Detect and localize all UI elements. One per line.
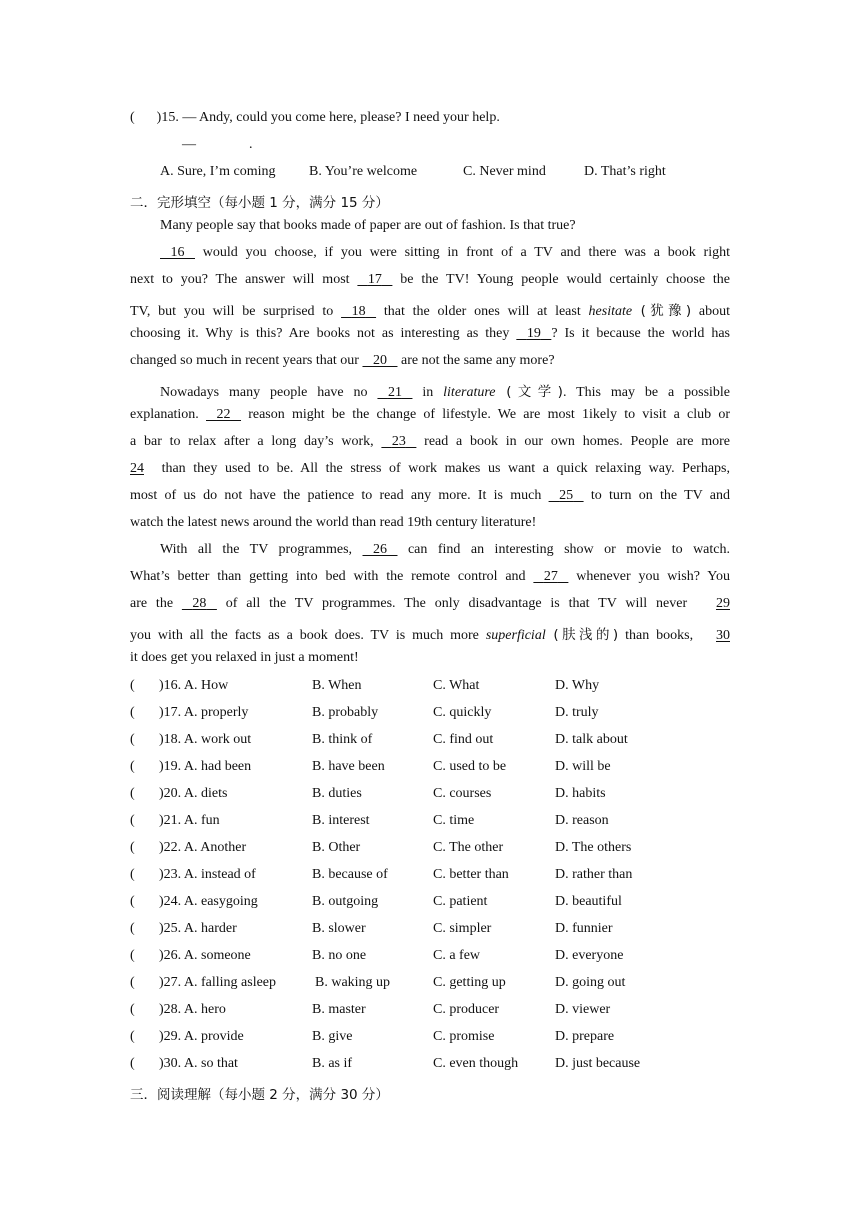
question-15-reply: — . [182, 137, 253, 152]
section-3-heading: 三．阅读理解（每小题 2 分，满分 30 分） [130, 1087, 389, 1103]
option-d: D. habits [555, 786, 606, 801]
passage-line: choosing it. Why is this? Are books not as interesting as they 19 ? Is it because the world has [130, 326, 730, 341]
option-c: C. time [433, 813, 475, 828]
option-a: )25. A. harder [159, 921, 237, 936]
option-a: )27. A. falling asleep [159, 975, 277, 990]
passage-line: What’s better than getting into bed with the remote control and 27 whenever you wish? You [130, 569, 730, 584]
option-d: D. just because [555, 1056, 641, 1071]
question-15-text: )15. — Andy, could you come here, please? I need your help. [156, 110, 500, 125]
blank-28: 28 [192, 596, 207, 611]
option-c: C. The other [433, 840, 504, 855]
option-d: D. Why [555, 678, 600, 693]
passage-line: explanation. 22 reason might be the change of lifestyle. We are most 1ikely to visit a club or [130, 407, 730, 422]
blank-29: 29 [715, 596, 730, 611]
answer-paren: ( [130, 975, 135, 990]
option-d: D. talk about [555, 732, 628, 747]
option-c: C. producer [433, 1002, 500, 1017]
answer-paren: ( [130, 1056, 135, 1071]
option-b: B. slower [312, 921, 366, 936]
option-a: )17. A. properly [159, 705, 249, 720]
option-a: )20. A. diets [159, 786, 228, 801]
option-a: )22. A. Another [159, 840, 247, 855]
blank-25: 25 [559, 488, 574, 503]
answer-paren: ( [130, 840, 135, 855]
answer-paren: ( [130, 921, 135, 936]
option-b: B. think of [312, 732, 373, 747]
question-15 [130, 110, 500, 126]
option-b: B. no one [312, 948, 367, 963]
blank-24: 24 [130, 461, 144, 476]
passage-line: With all the TV programmes, 26 can find an interesting show or movie to watch. [160, 542, 730, 557]
answer-paren: ( [130, 813, 135, 828]
blank-21: 21 [387, 385, 402, 400]
answer-paren: ( [130, 110, 135, 125]
answer-paren: ( [130, 1002, 135, 1017]
q15-option-b: B. You’re welcome [309, 164, 418, 179]
option-b: B. interest [312, 813, 370, 828]
answer-paren: ( [130, 759, 135, 774]
option-d: D. truly [555, 705, 599, 720]
option-d: D. prepare [555, 1029, 615, 1044]
option-c: C. find out [433, 732, 494, 747]
option-c: C. getting up [433, 975, 506, 990]
option-d: D. reason [555, 813, 609, 828]
passage-line: most of us do not have the patience to read any more. It is much 25 to turn on the TV and [130, 488, 730, 503]
option-b: B. Other [312, 840, 361, 855]
answer-paren: ( [130, 732, 135, 747]
option-d: D. rather than [555, 867, 633, 882]
q15-option-a: A. Sure, I’m coming [160, 164, 276, 179]
blank-23: 23 [391, 434, 406, 449]
answer-paren: ( [130, 867, 135, 882]
passage-line: Nowadays many people have no 21 in literature (文学). This may be a possible [160, 384, 731, 400]
passage-line: changed so much in recent years that our 20 are not the same any more? [130, 353, 555, 368]
option-b: B. as if [312, 1056, 353, 1071]
option-d: D. beautiful [555, 894, 622, 909]
blank-19: 19 [526, 326, 541, 341]
option-b: B. probably [312, 705, 379, 720]
q15-option-d: D. That’s right [584, 164, 666, 179]
blank-16: 16 [170, 245, 185, 260]
option-c: C. quickly [433, 705, 492, 720]
option-c: C. simpler [433, 921, 492, 936]
option-b: B. because of [312, 867, 388, 882]
passage-line: watch the latest news around the world than read 19th century literature! [130, 515, 537, 530]
answer-paren: ( [130, 678, 135, 693]
passage-line: TV, but you will be surprised to 18 that the older ones will at least hesitate (犹豫) about [130, 303, 731, 319]
option-c: C. courses [433, 786, 492, 801]
option-a: )24. A. easygoing [159, 894, 258, 909]
q15-option-c: C. Never mind [463, 164, 546, 179]
option-d: D. will be [555, 759, 611, 774]
answer-paren: ( [130, 705, 135, 720]
option-a: )19. A. had been [159, 759, 252, 774]
option-c: C. promise [433, 1029, 495, 1044]
option-a: )29. A. provide [159, 1029, 244, 1044]
option-a: )28. A. hero [159, 1002, 226, 1017]
passage-line: you with all the facts as a book does. TV is much more superficial (肤浅的) than books, 30 [130, 627, 730, 643]
option-c: C. even though [433, 1056, 519, 1071]
blank-26: 26 [373, 542, 387, 557]
section-2-heading: 二．完形填空（每小题 1 分，满分 15 分） [130, 195, 389, 211]
blank-20: 20 [372, 353, 387, 368]
option-b: B. duties [312, 786, 362, 801]
answer-paren: ( [130, 948, 135, 963]
passage-line: it does get you relaxed in just a moment! [130, 650, 359, 665]
option-d: D. The others [555, 840, 632, 855]
option-b: B. master [312, 1002, 366, 1017]
answer-paren: ( [130, 786, 135, 801]
blank-27: 27 [543, 569, 558, 584]
option-c: C. better than [433, 867, 509, 882]
passage-line: a bar to relax after a long day’s work, 23 read a book in our own homes. People are more [130, 434, 730, 449]
passage-line: 24 than they used to be. All the stress of work makes us want a quick relaxing way. Perhaps, [130, 461, 730, 476]
blank-22: 22 [216, 407, 231, 422]
option-c: C. a few [433, 948, 481, 963]
option-c: C. patient [433, 894, 488, 909]
option-d: D. viewer [555, 1002, 611, 1017]
option-b: B. When [312, 678, 362, 693]
passage-paragraph-1: Many people say that books made of paper are out of fashion. Is that true? [160, 218, 576, 233]
passage-line: 16 would you choose, if you were sitting in front of a TV and there was a book right [160, 245, 730, 261]
passage-line: next to you? The answer will most 17 be the TV! Young people would certainly choose the [130, 272, 730, 287]
option-c: C. What [433, 678, 480, 693]
option-a: )23. A. instead of [159, 867, 256, 882]
option-a: )16. A. How [159, 678, 229, 693]
option-d: D. going out [555, 975, 626, 990]
option-c: C. used to be [433, 759, 507, 774]
option-d: D. funnier [555, 921, 613, 936]
option-a: )18. A. work out [159, 732, 252, 747]
passage-line: are the 28 of all the TV programmes. The only disadvantage is that TV will never 29 [130, 596, 730, 611]
blank-30: 30 [716, 628, 730, 643]
answer-paren: ( [130, 1029, 135, 1044]
blank-17: 17 [367, 272, 382, 287]
option-b: B. have been [312, 759, 385, 774]
option-a: )26. A. someone [159, 948, 251, 963]
option-b: B. give [312, 1029, 353, 1044]
option-a: )30. A. so that [159, 1056, 238, 1071]
option-b: B. outgoing [312, 894, 379, 909]
blank-18: 18 [351, 304, 366, 319]
option-a: )21. A. fun [159, 813, 220, 828]
answer-paren: ( [130, 894, 135, 909]
option-b: B. waking up [315, 975, 391, 990]
option-d: D. everyone [555, 948, 624, 963]
